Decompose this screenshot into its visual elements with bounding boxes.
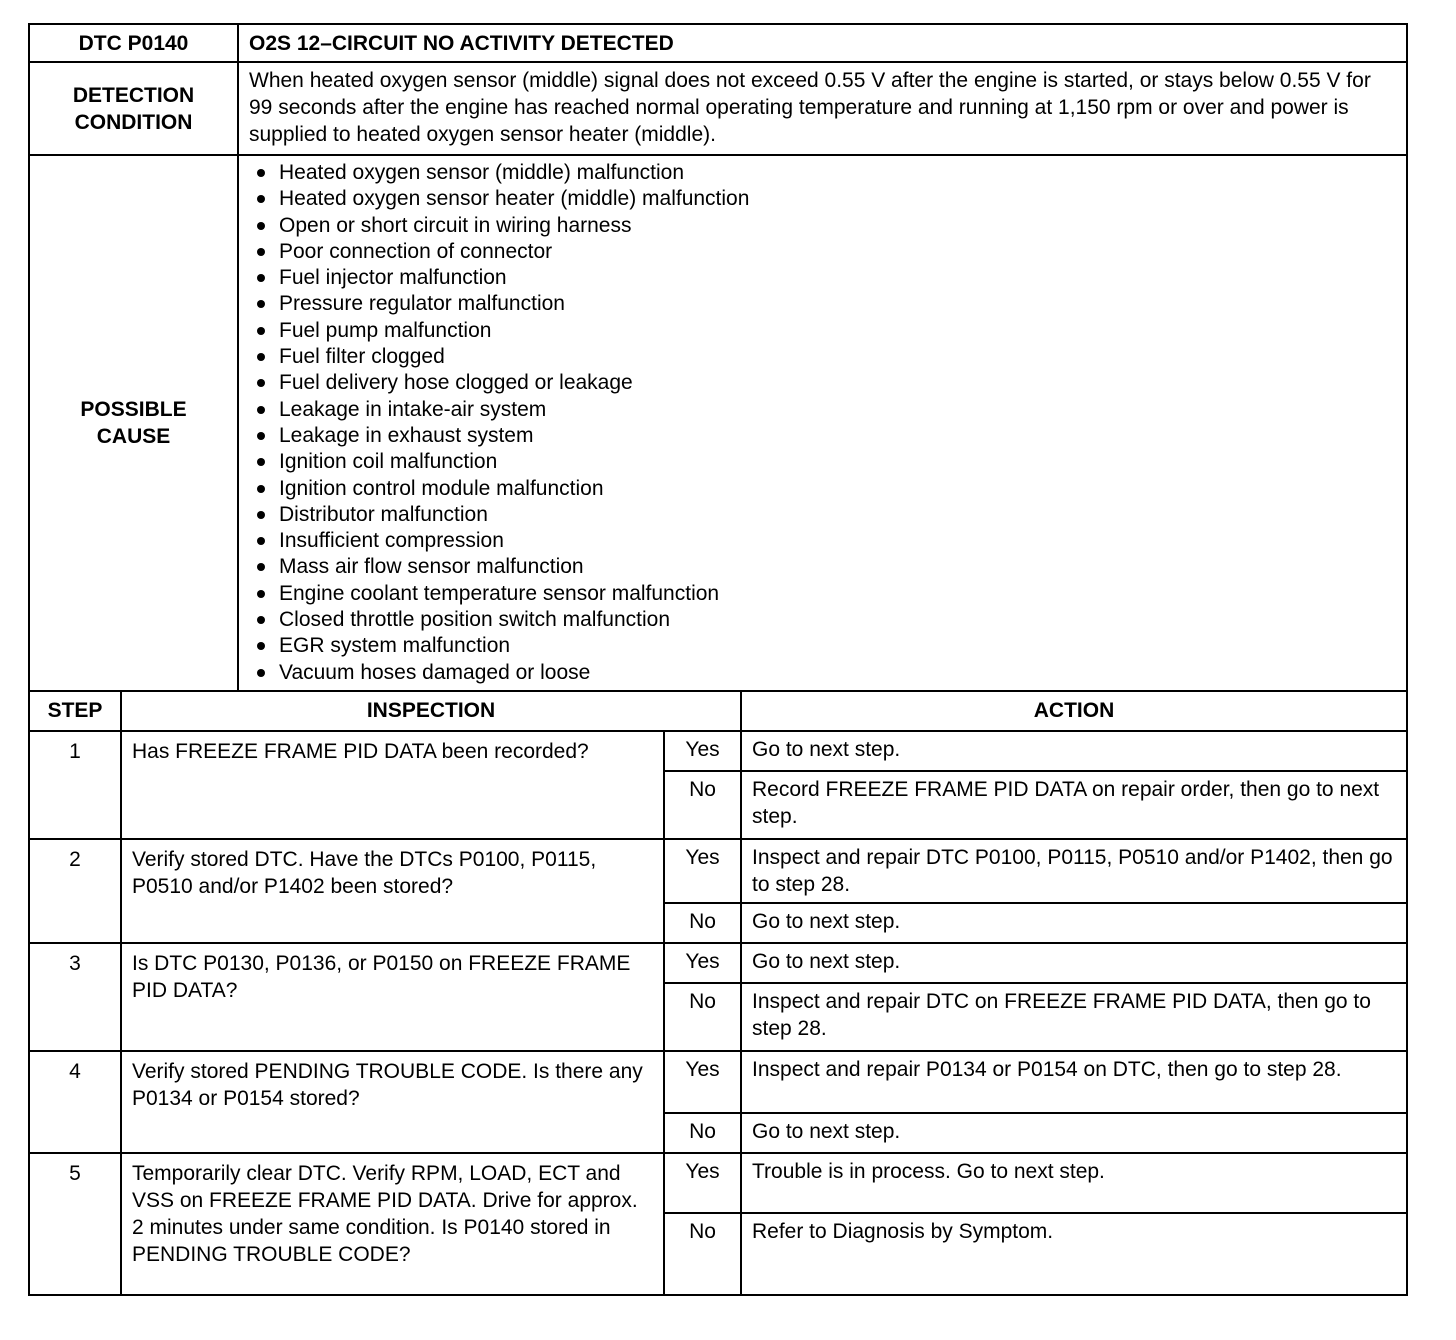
cause-item: Fuel injector malfunction bbox=[249, 265, 1396, 291]
cause-item: Ignition control module malfunction bbox=[249, 476, 1396, 502]
no-label: No bbox=[664, 1113, 741, 1153]
possible-cause-list-cell bbox=[238, 155, 1407, 691]
no-action: Go to next step. bbox=[741, 1113, 1407, 1153]
step-number: 5 bbox=[29, 1153, 121, 1295]
no-label: No bbox=[664, 903, 741, 943]
yes-action: Inspect and repair DTC P0100, P0115, P0510 and/or P1402, then go to step 28. bbox=[741, 839, 1407, 903]
no-action: Refer to Diagnosis by Symptom. bbox=[741, 1213, 1407, 1295]
dtc-code: DTC P0140 bbox=[29, 24, 238, 62]
no-label: No bbox=[664, 1213, 741, 1295]
cause-item: EGR system malfunction bbox=[249, 633, 1396, 659]
cause-item: Vacuum hoses damaged or loose bbox=[249, 660, 1396, 686]
cause-item: Poor connection of connector bbox=[249, 239, 1396, 265]
step-number: 1 bbox=[29, 731, 121, 839]
yes-action: Go to next step. bbox=[741, 731, 1407, 771]
cause-item: Pressure regulator malfunction bbox=[249, 291, 1396, 317]
dtc-title: O2S 12–CIRCUIT NO ACTIVITY DETECTED bbox=[238, 24, 1407, 62]
cause-item: Fuel pump malfunction bbox=[249, 318, 1396, 344]
yes-action: Trouble is in process. Go to next step. bbox=[741, 1153, 1407, 1213]
yes-label: Yes bbox=[664, 1051, 741, 1113]
cause-item: Leakage in exhaust system bbox=[249, 423, 1396, 449]
cause-item: Open or short circuit in wiring harness bbox=[249, 213, 1396, 239]
yes-label: Yes bbox=[664, 731, 741, 771]
column-header-row bbox=[29, 691, 1407, 731]
possible-cause-label bbox=[29, 155, 238, 691]
yes-label: Yes bbox=[664, 1153, 741, 1213]
yes-action: Inspect and repair P0134 or P0154 on DTC, then go to step 28. bbox=[741, 1051, 1407, 1113]
detection-row bbox=[29, 62, 1407, 155]
cause-item: Heated oxygen sensor heater (middle) malfunction bbox=[249, 186, 1396, 212]
step-row bbox=[29, 839, 1407, 903]
yes-label: Yes bbox=[664, 839, 741, 903]
yes-label: Yes bbox=[664, 943, 741, 983]
cause-item: Fuel filter clogged bbox=[249, 344, 1396, 370]
cause-item: Closed throttle position switch malfunction bbox=[249, 607, 1396, 633]
detection-text: When heated oxygen sensor (middle) signal does not exceed 0.55 V after the engine is started, or stays below 0.55 V for 99 seconds after the engine has reached normal operating temperature and running at 1,150 rpm or over and power is supplied to heated oxygen sensor heater (middle). bbox=[238, 62, 1407, 155]
possible-cause-label-line2: CAUSE bbox=[96, 424, 171, 448]
action-column-header: ACTION bbox=[741, 691, 1407, 731]
step-row bbox=[29, 1051, 1407, 1113]
cause-item: Mass air flow sensor malfunction bbox=[249, 554, 1396, 580]
step-number: 4 bbox=[29, 1051, 121, 1153]
cause-item: Insufficient compression bbox=[249, 528, 1396, 554]
no-label: No bbox=[664, 983, 741, 1051]
header-row bbox=[29, 24, 1407, 62]
cause-item: Fuel delivery hose clogged or leakage bbox=[249, 370, 1396, 396]
step-column-header: STEP bbox=[29, 691, 121, 731]
step-number: 3 bbox=[29, 943, 121, 1051]
cause-item: Heated oxygen sensor (middle) malfunction bbox=[249, 160, 1396, 186]
step-inspection: Temporarily clear DTC. Verify RPM, LOAD, ECT and VSS on FREEZE FRAME PID DATA. Drive for approx. 2 minutes under same condition. Is P0140 stored in PENDING TROUBLE CODE? bbox=[121, 1153, 664, 1295]
cause-item: Leakage in intake-air system bbox=[249, 397, 1396, 423]
step-number: 2 bbox=[29, 839, 121, 943]
step-row bbox=[29, 731, 1407, 771]
detection-label-line1: DETECTION bbox=[72, 83, 195, 107]
detection-label-line2: CONDITION bbox=[74, 110, 193, 134]
step-inspection: Has FREEZE FRAME PID DATA been recorded? bbox=[121, 731, 664, 839]
cause-item: Engine coolant temperature sensor malfunction bbox=[249, 581, 1396, 607]
cause-item: Distributor malfunction bbox=[249, 502, 1396, 528]
inspection-column-header: INSPECTION bbox=[121, 691, 741, 731]
step-inspection: Verify stored PENDING TROUBLE CODE. Is there any P0134 or P0154 stored? bbox=[121, 1051, 664, 1153]
no-label: No bbox=[664, 771, 741, 839]
step-row bbox=[29, 943, 1407, 983]
step-row bbox=[29, 1153, 1407, 1213]
dtc-table bbox=[28, 23, 1408, 1296]
no-action: Inspect and repair DTC on FREEZE FRAME PID DATA, then go to step 28. bbox=[741, 983, 1407, 1051]
possible-cause-list bbox=[249, 160, 1396, 686]
step-inspection: Is DTC P0130, P0136, or P0150 on FREEZE FRAME PID DATA? bbox=[121, 943, 664, 1051]
detection-label bbox=[29, 62, 238, 155]
yes-action: Go to next step. bbox=[741, 943, 1407, 983]
possible-cause-row bbox=[29, 155, 1407, 691]
step-inspection: Verify stored DTC. Have the DTCs P0100, P0115, P0510 and/or P1402 been stored? bbox=[121, 839, 664, 943]
no-action: Go to next step. bbox=[741, 903, 1407, 943]
no-action: Record FREEZE FRAME PID DATA on repair order, then go to next step. bbox=[741, 771, 1407, 839]
possible-cause-label-line1: POSSIBLE bbox=[80, 397, 187, 421]
cause-item: Ignition coil malfunction bbox=[249, 449, 1396, 475]
